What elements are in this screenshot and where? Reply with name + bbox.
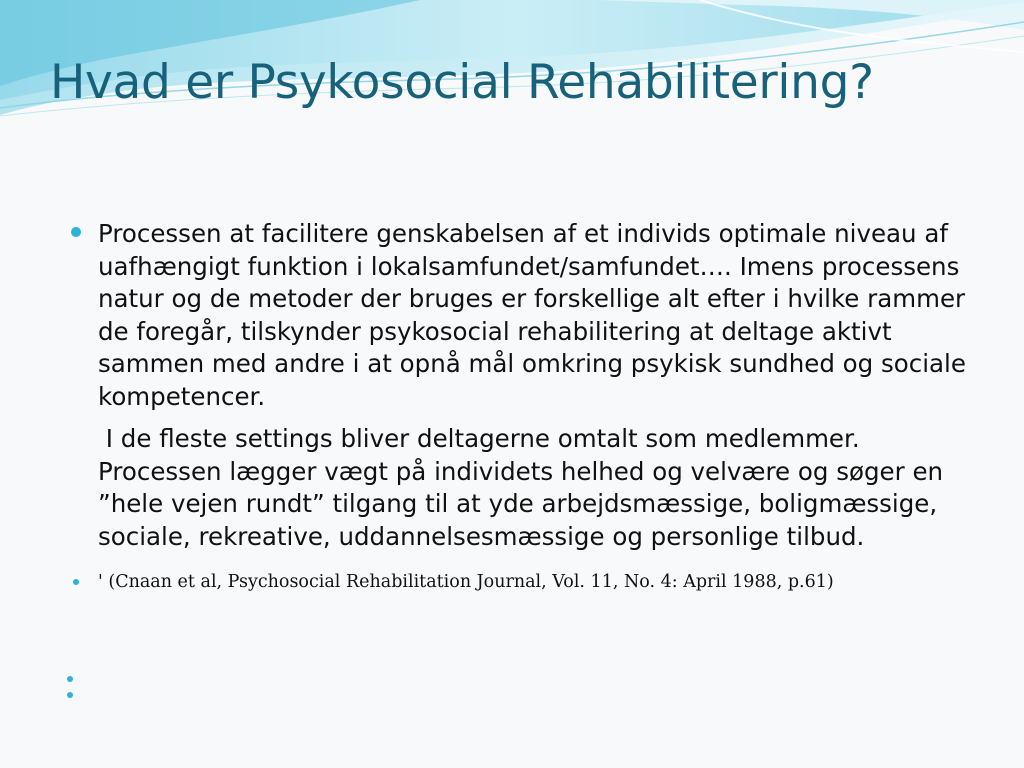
citation-bullet (70, 571, 970, 593)
bullet-dot-icon (71, 227, 81, 237)
slide-title: Hvad er Psykosocial Rehabilitering? (50, 55, 874, 110)
empty-bullet-dot-icon (67, 676, 73, 682)
bullet-paragraph-2: I de fleste settings bliver deltagerne omtalt som medlemmer. Processen lægger vægt på individets helhed og velvære og søger en ”hele vejen rundt” tilgang til at yde arbejdsmæssige, boligmæssige, sociale, rekreative, uddannelsesmæssige og personlige tilbud. (98, 424, 944, 551)
main-bullet (70, 218, 970, 553)
bullet-dot-icon (73, 579, 79, 585)
slide-body (70, 218, 970, 593)
bullet-paragraph-1: Processen at facilitere genskabelsen af et individs optimale niveau af uafhængigt funktion i lokalsamfundet/samfundet…. Imens processens natur og de metoder der bruges er forskellige alt efter i hvilke rammer de foregår, tilskynder psykosocial rehabilitering at deltage aktivt sammen med andre i at opnå mål omkring psykisk sundhed og sociale kompetencer. (98, 219, 966, 411)
citation-text: ' (Cnaan et al, Psychosocial Rehabilitation Journal, Vol. 11, No. 4: April 1988, p.61) (98, 572, 834, 592)
empty-bullet-dot-icon (67, 692, 73, 698)
